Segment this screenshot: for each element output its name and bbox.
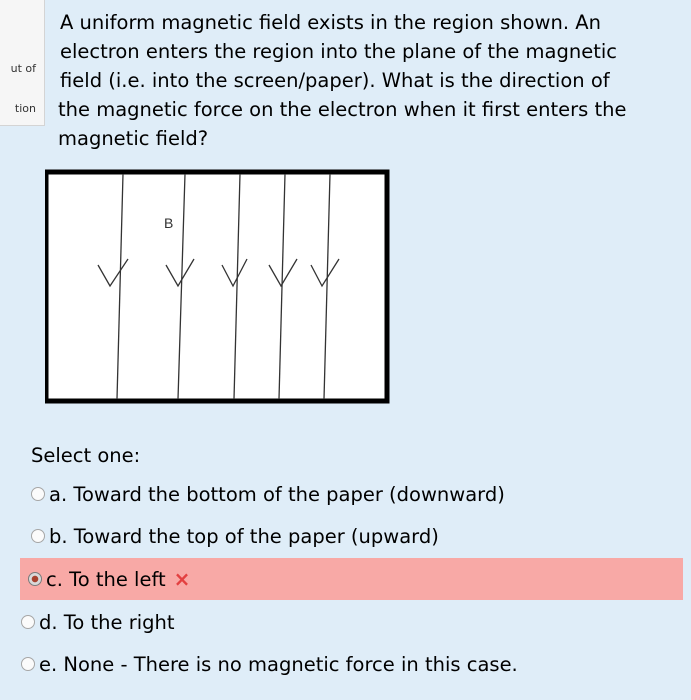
question-line: A uniform magnetic field exists in the region shown. An bbox=[60, 11, 601, 34]
answer-label: c. To the left bbox=[46, 567, 166, 591]
question-text bbox=[60, 8, 686, 153]
answer-option-c[interactable] bbox=[20, 558, 683, 600]
answer-option-b[interactable] bbox=[31, 515, 671, 557]
question-info-panel bbox=[0, 0, 45, 126]
field-region-box bbox=[46, 172, 387, 401]
radio-button-selected[interactable] bbox=[28, 572, 42, 586]
radio-button[interactable] bbox=[21, 615, 35, 629]
question-line: field (i.e. into the screen/paper). What is the direction of bbox=[60, 69, 610, 92]
question-line: magnetic field? bbox=[58, 127, 209, 150]
radio-button[interactable] bbox=[31, 529, 45, 543]
flag-question-text: tion bbox=[14, 102, 36, 115]
select-one-label: Select one: bbox=[31, 444, 141, 467]
question-line: electron enters the region into the plane of the magnetic bbox=[60, 40, 618, 63]
answer-option-d[interactable] bbox=[21, 601, 671, 643]
magnetic-field-diagram bbox=[45, 169, 391, 405]
answer-label: b. Toward the top of the paper (upward) bbox=[49, 524, 439, 548]
answer-label: e. None - There is no magnetic force in this case. bbox=[39, 652, 518, 676]
answer-label: d. To the right bbox=[39, 610, 175, 634]
answer-option-a[interactable] bbox=[31, 473, 671, 515]
question-line: the magnetic force on the electron when it first enters the bbox=[58, 98, 627, 121]
radio-button[interactable] bbox=[31, 487, 45, 501]
incorrect-icon: × bbox=[173, 567, 191, 591]
radio-button[interactable] bbox=[21, 657, 35, 671]
answer-option-e[interactable] bbox=[21, 643, 671, 685]
answer-label: a. Toward the bottom of the paper (downward) bbox=[49, 482, 505, 506]
field-label: B bbox=[164, 215, 174, 231]
mark-text: ut of bbox=[10, 62, 36, 75]
